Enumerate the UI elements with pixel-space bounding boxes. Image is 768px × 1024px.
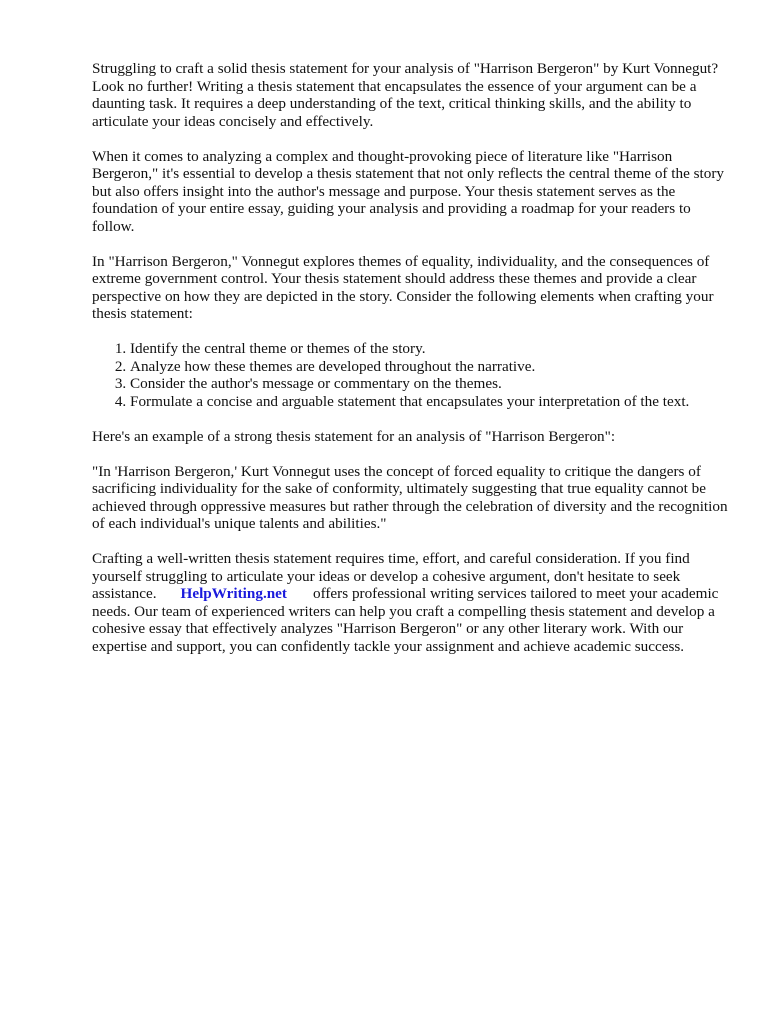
list-item: 1. Identify the central theme or themes of the story. [130, 340, 728, 358]
document-page [92, 60, 728, 673]
closing-paragraph [92, 550, 728, 655]
closing-text-before: Crafting a well-written thesis statement requires time, effort, and careful consideration. If you find yourself struggling to articulate your ideas or develop a cohesive argument, don't hesitate to seek assistance. [92, 550, 690, 602]
list-item: 3. Consider the author's message or commentary on the themes. [130, 375, 728, 393]
analysis-paragraph: When it comes to analyzing a complex and thought-provoking piece of literature like "Harrison Bergeron," it's essential to develop a thesis statement that not only reflects the central theme of the story but also offers insight into the author's message and purpose. Your thesis statement serves as the foundation of your entire essay, guiding your analysis and providing a roadmap for your readers to follow. [92, 147, 725, 235]
example-intro: Here's an example of a strong thesis statement for an analysis of "Harrison Bergeron": [92, 427, 616, 445]
list-item: 4. Formulate a concise and arguable statement that encapsulates your interpretation of the text. [130, 393, 728, 411]
steps-list [92, 340, 728, 410]
intro-paragraph: Struggling to craft a solid thesis statement for your analysis of "Harrison Bergeron" by Kurt Vonnegut? Look no further! Writing a thesis statement that encapsulates the essence of your argument can be a daunting task. It requires a deep understanding of the text, critical thinking skills, and the ability to articulate your ideas concisely and effectively. [92, 60, 719, 130]
closing-text-after: offers professional writing services tailored to meet your academic needs. Our team of experienced writers can help you craft a compelling thesis statement and develop a cohesive essay that effectively analyzes "Harrison Bergeron" or any other literary work. With our expertise and support, you can confidently tackle your assignment and achieve academic success. [92, 585, 719, 655]
example-quote: "In 'Harrison Bergeron,' Kurt Vonnegut uses the concept of forced equality to critique the dangers of sacrificing individuality for the sake of conformity, ultimately suggesting that true equality cannot be achieved through oppressive measures but rather through the celebration of diversity and the recognition of each individual's unique talents and abilities." [92, 462, 728, 532]
themes-paragraph: In "Harrison Bergeron," Vonnegut explores themes of equality, individuality, and the consequences of extreme government control. Your thesis statement should address these themes and provide a clear perspective on how they are depicted in the story. Consider the following elements when crafting your thesis statement: [92, 252, 714, 322]
list-item: 2. Analyze how these themes are developed throughout the narrative. [130, 358, 728, 376]
helpwriting-link[interactable]: HelpWriting.net [180, 585, 287, 602]
